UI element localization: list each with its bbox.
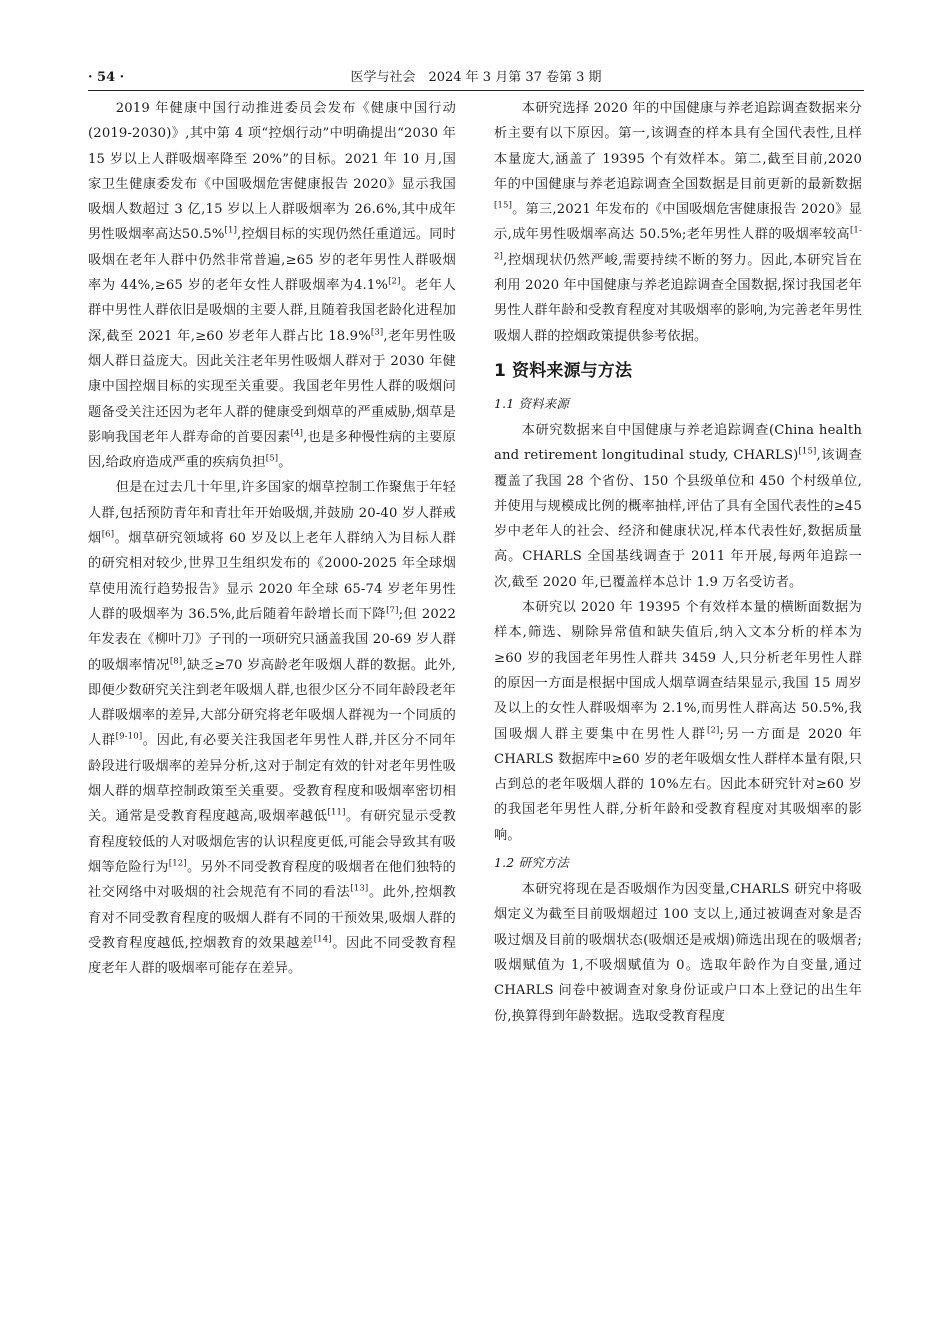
right-column	[494, 96, 862, 1029]
citation-ref: [4]	[290, 428, 304, 439]
citation-ref: [12]	[168, 858, 187, 869]
text-run: 2019 年健康中国行动推进委员会发布《健康中国行动(2019-2030)》,其中第 4 项“控烟行动”中明确提出“2030 年 15 岁以上人群吸烟率降至 20%”的目标。2021 年 10 月,国家卫生健康委发布《中国吸烟危害健康报告 2020》显示我国吸烟人数超过 3 亿,15 岁以上人群吸烟率为 26.6%,其中成年男性吸烟率高达50.5%	[88, 101, 456, 243]
text-run: 。此外,控烟教育对不同受教育程度的吸烟人群有不同的干预效果,吸烟人群的受教育程度越低,控烟教育的效果越差	[88, 885, 456, 951]
text-run: 。第三,2021 年发布的《中国吸烟危害健康报告 2020》显示,成年男性吸烟率高达 50.5%;老年男性人群的吸烟率较高	[494, 202, 862, 243]
paragraph	[494, 96, 862, 349]
citation-ref: [1]	[224, 226, 238, 237]
paragraph	[494, 418, 862, 595]
paragraph	[494, 595, 862, 848]
journal-info: 医学与社会 2024 年 3 月第 37 卷第 3 期	[350, 70, 602, 85]
citation-ref: [6]	[101, 529, 115, 540]
citation-ref: [11]	[327, 807, 346, 818]
paragraph	[88, 475, 456, 981]
text-run: 。因此,有必要关注我国老年男性人群,并区分不同年龄段进行吸烟率的差异分析,这对于制定有效的针对老年男性吸烟人群的烟草控制政策至关重要。受教育程度和吸烟率密切相关。通常是受教育程度越高,吸烟率越低	[88, 733, 456, 825]
text-run: ,也是多种慢性病的主要原因,给政府造成严重的疾病负担	[88, 429, 456, 471]
left-column	[88, 96, 456, 981]
paragraph	[494, 877, 862, 1029]
citation-ref: [9-10]	[115, 732, 143, 743]
page-number: · 54 ·	[88, 70, 125, 85]
citation-ref: [3]	[370, 327, 384, 338]
text-run: ;另一方面是 2020 年 CHARLS 数据库中≥60 岁的老年吸烟女性人群样本量有限,只占到总的老年吸烟人群的 10%左右。因此本研究针对≥60 岁的我国老年男性人群,分析年龄和受教育程度对其吸烟率的影响。	[494, 726, 862, 843]
text-run: 本研究以 2020 年 19395 个有效样本量的横断面数据为样本,筛选、剔除异常值和缺失值后,纳入文本分析的样本为≥60 岁的我国老年男性人群共 3459 人,只分析老年男性人群的原因一方面是根据中国成人烟草调查结果显示,我国 15 周岁及以上的女性人群吸烟率为 2.1%,而男性人群高达 50.5%,我国吸烟人群主要集中在男性人群	[494, 600, 862, 742]
text-run: ;但 2022 年发表在《柳叶刀》子刊的一项研究只涵盖我国 20-69 岁人群的吸烟率情况	[88, 606, 456, 673]
text-run: ,老年男性吸烟人群日益庞大。因此关注老年男性吸烟人群对于 2030 年健康中国控烟目标的实现至关重要。我国老年男性人群的吸烟问题备受关注还因为老年人群的健康受到烟草的严重威胁,烟草是影响我国老年人群寿命的首要因素	[88, 328, 456, 445]
citation-ref: [14]	[313, 934, 332, 945]
text-run: 。另外不同受教育程度的吸烟者在他们独特的社交网络中对吸烟的社会规范有不同的看法	[88, 859, 457, 901]
text-run: 。烟草研究领域将 60 岁及以上老年人群纳入为目标人群的研究相对较少,世界卫生组织发布的《2000-2025 年全球烟草使用流行趋势报告》显示 2020 年全球 65-74 岁老年男性人群的吸烟率为 36.5%,此后随着年龄增长而下降	[88, 531, 456, 622]
citation-ref: [15]	[494, 200, 513, 211]
citation-ref: [15]	[798, 446, 817, 457]
text-run: ,该调查覆盖了我国 28 个省份、150 个县级单位和 450 个村级单位,并使用与规模成比例的概率抽样,评估了具有全国代表性的≥45 岁中老年人的社会、经济和健康状况,样本代表性好,数据质量高。CHARLS 全国基线调查于 2011 年开展,每两年追踪一次,截至 2020 年,已覆盖样本总计 1.9 万名受访者。	[494, 448, 862, 590]
text-run: 。	[278, 455, 292, 471]
citation-ref: [1-2]	[494, 226, 862, 262]
citation-ref: [2]	[388, 276, 401, 287]
text-run: 。因此不同受教育程度老年人群的吸烟率可能存在差异。	[88, 935, 456, 977]
text-run: ,控烟目标的实现仍然任重道远。同时吸烟在老年人群中仍然非常普遍,≥65 岁的老年男性人群吸烟率为 44%,≥65 岁的老年女性人群吸烟率为4.1%	[88, 227, 456, 294]
text-run: 本研究数据来自中国健康与养老追踪调查(China health and retirement longitudinal study, CHARLS)	[494, 422, 862, 464]
citation-ref: [8]	[169, 656, 183, 667]
citation-ref: [2]	[707, 725, 720, 736]
citation-ref: [5]	[265, 453, 279, 464]
text-run: 。有研究显示受教育程度较低的人对吸烟危害的认识程度更低,可能会导致其有吸烟等危险行为	[88, 809, 457, 875]
paragraph	[88, 96, 456, 475]
citation-ref: [13]	[350, 883, 369, 894]
section-heading: 1 资料来源与方法	[494, 360, 633, 381]
citation-ref: [7]	[386, 605, 399, 616]
subsection-heading: 1.1 资料来源	[494, 395, 570, 411]
text-run: ,缺乏≥70 岁高龄老年吸烟人群的数据。此外,即便少数研究关注到老年吸烟人群,也很少区分不同年龄段老年人群吸烟率的差异,大部分研究将老年吸烟人群视为一个同质的人群	[88, 657, 456, 749]
text-run: 本研究选择 2020 年的中国健康与养老追踪调查数据来分析主要有以下原因。第一,该调查的样本具有全国代表性,且样本量庞大,涵盖了 19395 个有效样本。第二,截至目前,2020 年的中国健康与养老追踪调查全国数据是目前更新的最新数据	[494, 101, 862, 192]
running-header	[88, 66, 864, 91]
text-run: ,控烟现状仍然严峻,需要持续不断的努力。因此,本研究旨在利用 2020 年中国健康与养老追踪调查全国数据,探讨我国老年男性人群年龄和受教育程度对其吸烟率的影响,为完善老年男性吸烟人群的控烟政策提供参考依据。	[494, 252, 862, 344]
subsection-heading: 1.2 研究方法	[494, 855, 570, 871]
text-run: 。老年人群中男性人群依旧是吸烟的主要人群,且随着我国老龄化进程加深,截至 2021 年,≥60 岁老年人群占比 18.9%	[88, 278, 456, 344]
text-run: 本研究将现在是否吸烟作为因变量,CHARLS 研究中将吸烟定义为截至目前吸烟超过 100 支以上,通过被调查对象是否吸过烟及目前的吸烟状态(吸烟还是戒烟)筛选出现在的吸烟者;吸烟赋值为 1,不吸烟赋值为 0。选取年龄作为自变量,通过 CHARLS 问卷中被调查对象身份证或户口本上登记的出生年份,换算得到年龄数据。选取受教育程度	[494, 882, 862, 1024]
text-run: 但是在过去几十年里,许多国家的烟草控制工作聚焦于年轻人群,包括预防青年和青壮年开始吸烟,并鼓励 20-40 岁人群戒烟	[88, 480, 456, 547]
